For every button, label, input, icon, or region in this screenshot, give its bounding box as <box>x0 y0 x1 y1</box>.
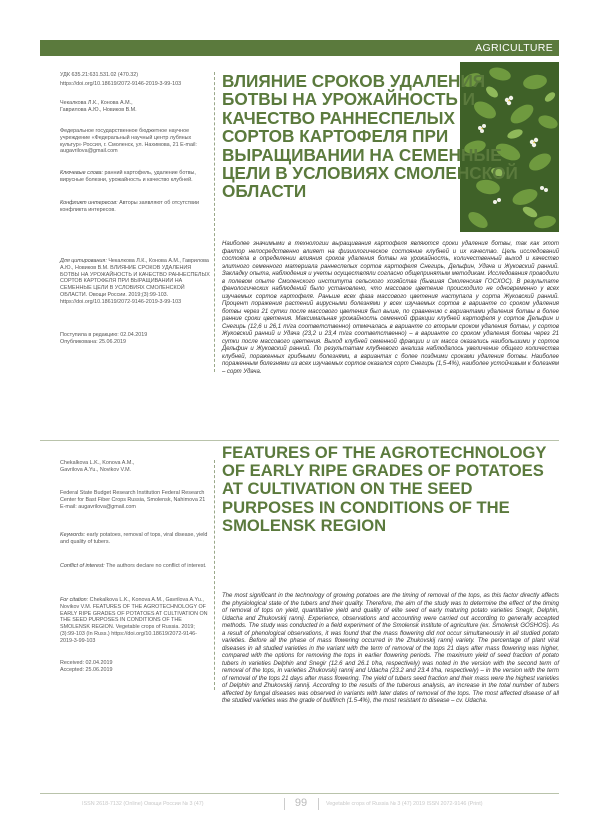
ru-udc: УДК 635.21:631.531.02 (470.32) <box>60 72 139 78</box>
ru-affiliation-text: Федеральное государственное бюджетное научное учреждение «Федеральный научный центр лубяных культур» Россия, г. Смоленск, ул. Нахимова, 21 E-mail: augavrilova@gmail.com <box>60 128 197 155</box>
en-keywords <box>60 532 210 548</box>
footer-rule <box>40 793 559 794</box>
ru-conflict-text: Авторы заявляют об отсутствии конфликта интересов. <box>60 200 199 213</box>
ru-authors <box>60 100 210 114</box>
ru-authors-line-2: Гаврилова А.Ю., Новиков В.М. <box>60 106 137 113</box>
en-authors-line-2: Gavrilova A.Yu., Novikov V.M. <box>60 466 132 473</box>
ru-dates <box>60 332 210 346</box>
footer-left-text: ISSN 2618-7132 (Online) Овощи России № 3 (47) <box>82 801 204 807</box>
language-separator <box>40 440 559 441</box>
en-conflict <box>60 563 210 572</box>
en-authors <box>60 460 210 474</box>
ru-keywords <box>60 170 210 186</box>
en-affiliation-text: Federal State Budget Research Institution Federal Research Center for Bast Fiber Crops Russia, Smolensk, Nahimova 21 E-mail: augavrilova@gmail.com <box>60 490 206 510</box>
ru-citation <box>60 258 210 308</box>
ru-published: Опубликована: 25.06.2019 <box>60 338 127 345</box>
ru-conflict-label: Конфликт интересов: <box>60 200 118 206</box>
en-citation-text: Chekalkova L.K., Konova A.M., Gavrilova A.Yu., Novikov V.M. FEATURES OF THE AGROTECHNOLOGY OF EARLY RIPE GRADES OF POTATOES AT CULTIVATION ON THE SEED PURPOSES IN CONDITIONS OF THE SMOLENSK REGION. Vegetable crops of Russia. 2019;(3):99-103 (In Russ.) https://doi.org/10.18619/2072-9146-2019-3-99-103 <box>60 597 208 644</box>
en-authors-line-1: Chekalkova L.K., Konova A.M., <box>60 460 135 466</box>
en-keywords-text: early potatoes, removal of tops, viral disease, yield and quality of tubers. <box>60 532 208 545</box>
page-number-divider-right <box>318 798 319 810</box>
en-article-title: FEATURES OF THE AGROTECHNOLOGY OF EARLY RIPE GRADES OF POTATOES AT CULTIVATION ON THE SEED PURPOSES IN CONDITIONS OF THE SMOLENSK REGION <box>222 443 547 535</box>
en-conflict-label: Conflict of interest: <box>60 563 105 569</box>
ru-article-title: ВЛИЯНИЕ СРОКОВ УДАЛЕНИЯ БОТВЫ НА УРОЖАЙНОСТЬ И КАЧЕСТВО РАННЕСПЕЛЫХ СОРТОВ КАРТОФЕЛЯ ПРИ ВЫРАЩИВАНИИ НА СЕМЕННЫЕ ЦЕЛИ В УСЛОВИЯХ СМОЛЕНСКОЙ ОБЛАСТИ <box>222 71 518 202</box>
en-keywords-label: Keywords: <box>60 532 86 538</box>
en-received: Received: 02.04.2019 <box>60 660 113 666</box>
ru-keywords-text: ранний картофель, удаление ботвы, вирусные болезни, урожайность и качество клубней. <box>60 170 196 183</box>
ru-citation-text: Чекалкова Л.К., Конова А.М., Гаврилова А.Ю., Новиков В.М. ВЛИЯНИЕ СРОКОВ УДАЛЕНИЯ БОТВЫ НА УРОЖАЙНОСТЬ И КАЧЕСТВО РАННЕСПЕЛЫХ СОРТОВ КАРТОФЕЛЯ ПРИ ВЫРАЩИВАНИИ НА СЕМЕННЫЕ ЦЕЛИ В УСЛОВИЯХ СМОЛЕНСКОЙ ОБЛАСТИ. Овощи России. 2019;(3):99-103. https://doi.org/10.18619/2072-9146-2019-3-99-103 <box>60 258 210 305</box>
ru-udc-block <box>60 72 210 90</box>
footer-right-text: Vegetable crops of Russia № 3 (47) 2019 ISSN 2072-9146 (Print) <box>326 801 483 807</box>
en-accepted: Accepted: 25.06.2019 <box>60 666 113 673</box>
en-citation-label: For citation: <box>60 597 89 603</box>
en-citation <box>60 597 210 647</box>
page-footer <box>40 797 559 811</box>
ru-abstract: Наиболее значимыми в технологии выращивания картофеля являются сроки удаления ботвы, так как этот фактор непосредственно влияет на физиологическое состояние клубней и их качество. Цель исследований состояла в определении влияния сроков удаления ботвы на урожайность, количественный выход и качество элитного семенного материала раннеспелых сортов картофеля Снегирь, Дельфин, Удача и Жуковский ранний. Закладку опыта, наблюдения и учеты осуществляли согласно общепринятым методикам. Исследования проводили в полевом опыте Смоленского института сельского хозяйства (бывшая Смоленская ГОСХОС). В результате фенологических наблюдений было установлено, что массовое цветение происходило не одновременно у всех изучаемых сортов картофеля. Раньше всех фаза массового цветения наступала у сорта Жуковский ранний. Процент поражения растений вирусными болезнями у всех изучаемых сортов в варианте со сроком удаления ботвы через 21 сутки после массового цветения был выше, по сравнению с вариантами удаления ботвы в более ранние сроки цветения. Максимальная урожайность семенной фракции клубней картофеля у сортов Дельфин и Снегирь (12,6 и 26,1 т/га соответственно) отмечалась в варианте со вторым сроком удаления ботвы, у сортов Жуковский ранний и Удача (23,2 и 23,4 т/га соответственно) – в варианте со сроком удаления ботвы через 21 сутки после массового цветения. Выход клубней семенной фракции и их масса оказались наибольшими у сортов Дельфин и Жуковский ранний. По результатам клубневого анализа наблюдалось увеличение общего количества клубней, пораженных грибными болезнями, в вариантах с более поздними сроками удаления ботвы. Наиболее пораженным болезнями из всех изучаемых сортов оказался сорт Снегирь (1,5-4%), наиболее устойчивым к болезням – сорт Удача. <box>222 241 559 375</box>
en-affiliation <box>60 490 210 512</box>
ru-authors-line-1: Чекалкова Л.К., Конова А.М., <box>60 100 133 106</box>
ru-conflict <box>60 200 210 216</box>
page-number-divider-left <box>284 798 285 810</box>
en-column-divider <box>214 460 215 690</box>
page-number: 99 <box>294 797 308 809</box>
ru-affiliation <box>60 128 210 157</box>
section-label: AGRICULTURE <box>475 42 553 54</box>
en-abstract: The most significant in the technology of growing potatoes are the timing of removal of the tops, as this factor directly affects the physiological state of the tubers and their quality. Therefore, the aim of the study was to determine the effect of the timing of removal of tops on yield, quantitative yield and quality of elite seed of early maturing potato varieties Snegir, Delphin, Udacha and Zhukovskij rannij. Experience, observations and accounting were carried out according to generally accepted methods. The study was conducted in a field experiment of the Smolensk institute of agriculture (ex. Smolensk GOSHOS). As a result of phenological observations, it was found that the mass flowering did not occur simultaneously in all studied potato varieties. Before all the phase of mass flowering occurred in the Zhukovskij rannij variety. The percentage of plant viral diseases in all studied varieties in the variant with the term of removal of the tops 21 days after mass flowering was higher, compared with the options for removing the tops in earlier flowering periods. The maximum yield of seed fraction of potato tubers in varieties Delphin and Snegir (12.6 and 26.1 t/ha, respectively) was noted in the version with the second term of removal of the tops, in varieties Zhukovskij rannij and Udacha (23.2 and 23.4 t/ha, respectively) – in the version with the term of removal of the tops 21 days after mass flowering. The yield of tubers seed fraction and their mass were the highest varieties of Delphin and Zhukovskij rannij. According to the results of the tuberous analysis, an increase in the total number of tubers affected by fungal diseases was observed in variants with later dates of removal of the tops. The most affected disease of all the studied varieties was the grade of bullfinch (1.5-4%), the most resistant to disease – cv. Udacha. <box>222 593 559 704</box>
en-conflict-text: The authors declare no conflict of interest. <box>106 563 207 569</box>
ru-doi-link[interactable]: https://doi.org/10.18619/2072-9146-2019-3-99-103 <box>60 80 182 87</box>
top-margin <box>0 0 599 28</box>
en-dates <box>60 660 210 674</box>
ru-keywords-label: Ключевые слова: <box>60 170 104 176</box>
ru-received: Поступила в редакцию: 02.04.2019 <box>60 332 148 338</box>
ru-column-divider <box>214 72 215 372</box>
ru-citation-label: Для цитирования: <box>60 258 107 264</box>
